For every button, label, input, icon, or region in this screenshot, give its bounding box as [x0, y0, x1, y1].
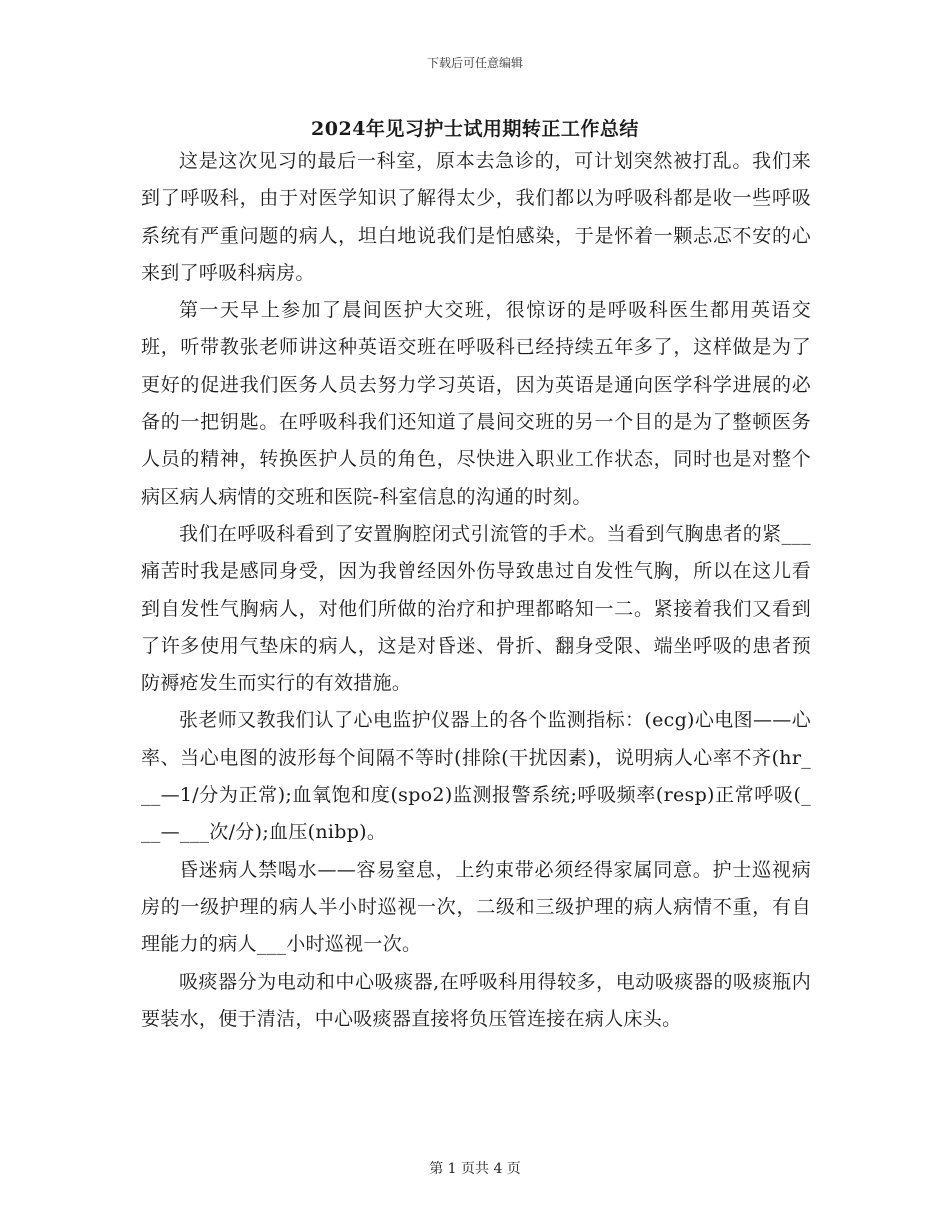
paragraph: 昏迷病人禁喝水——容易窒息，上约束带必须经得家属同意。护士巡视病房的一级护理的病人半小时巡视一次，二级和三级护理的病人病情不重，有自理能力的病人___小时巡视一次。: [141, 858, 811, 956]
document-title: 2024年见习护士试用期转正工作总结: [311, 118, 639, 140]
paragraph: 这是这次见习的最后一科室，原本去急诊的，可计划突然被打乱。我们来到了呼吸科，由于对医学知识了解得太少，我们都以为呼吸科都是收一些呼吸系统有严重问题的病人，坦白地说我们是怕感染，于是怀着一颗忐忑不安的心来到了呼吸科病房。: [141, 150, 811, 284]
page-number: 第 1 页共 4 页: [429, 1161, 521, 1177]
paragraph: 第一天早上参加了晨间医护大交班，很惊讶的是呼吸科医生都用英语交班，听带教张老师讲这种英语交班在呼吸科已经持续五年多了，这样做是为了更好的促进我们医务人员去努力学习英语，因为英语是通向医学科学进展的必备的一把钥匙。在呼吸科我们还知道了晨间交班的另一个目的是为了整顿医务人员的精神，转换医护人员的角色，尽快进入职业工作状态，同时也是对整个病区病人病情的交班和医院-科室信息的沟通的时刻。: [141, 299, 811, 508]
paragraph: 张老师又教我们认了心电监护仪器上的各个监测指标：(ecg)心电图——心率、当心电图的波形每个间隔不等时(排除(干扰因素)，说明病人心率不齐(hr___—1/分为正常);血氧饱和度(spo2)监测报警系统;呼吸频率(resp)正常呼吸(___—___次/分);血压(nibp)。: [141, 709, 811, 844]
paragraph: 我们在呼吸科看到了安置胸腔闭式引流管的手术。当看到气胸患者的紧___痛苦时我是感同身受，因为我曾经因外伤导致患过自发性气胸，所以在这儿看到自发性气胸病人，对他们所做的治疗和护理都略知一二。紧接着我们又看到了许多使用气垫床的病人，这是对昏迷、骨折、翻身受限、端坐呼吸的患者预防褥疮发生而实行的有效措施。: [141, 522, 811, 695]
paragraph: 吸痰器分为电动和中心吸痰器,在呼吸科用得较多，电动吸痰器的吸痰瓶内要装水，便于清洁，中心吸痰器直接将负压管连接在病人床头。: [141, 970, 811, 1030]
page-header: 下载后可任意编辑: [426, 56, 523, 70]
document-body: [141, 143, 811, 1038]
